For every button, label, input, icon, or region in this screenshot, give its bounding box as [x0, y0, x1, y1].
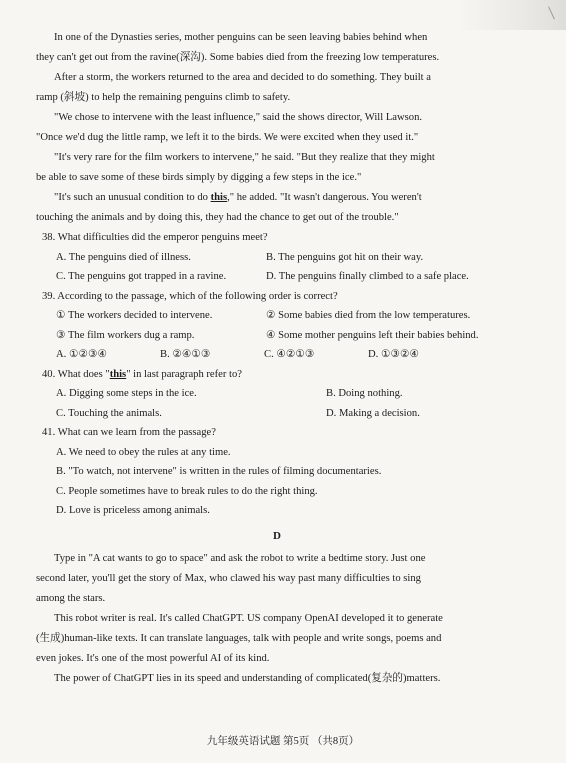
passage-d-line: Type in "A cat wants to go to space" and ask the robot to write a bedtime story. Just one: [54, 552, 426, 564]
passage-c-line: ramp (斜坡) to help the remaining penguins climb to safety.: [36, 92, 291, 103]
question-39: 39. According to the passage, which of the following order is correct?: [42, 290, 338, 302]
statements-row: [36, 306, 518, 326]
passage-c-line: "It's very rare for the film workers to intervene," he said. "But they realize that they might: [54, 152, 435, 163]
statement-3: ③ The film workers dug a ramp.: [56, 329, 195, 341]
text-fragment: " in last paragraph refer to?: [126, 368, 242, 380]
options-row: [36, 384, 518, 404]
text-fragment: ," he added. "It wasn't dangerous. You weren't: [227, 192, 422, 203]
passage-d-line: The power of ChatGPT lies in its speed and understanding of complicated(复杂的)matters.: [54, 672, 441, 684]
option-d: D. Making a decision.: [326, 407, 420, 419]
option-c: C. ④②①③: [264, 349, 315, 360]
section-heading: D: [273, 529, 281, 542]
option-c: C. People sometimes have to break rules to do the right thing.: [56, 485, 318, 497]
option-a: A. The penguins died of illness.: [56, 251, 191, 263]
option-a: A. Digging some steps in the ice.: [56, 388, 197, 399]
option-c: C. Touching the animals.: [56, 407, 162, 419]
passage-c-line: After a storm, the workers returned to the area and decided to do something. They built a: [54, 72, 431, 83]
statement-1: ① The workers decided to intervene.: [56, 310, 213, 321]
passage-d-line: (生成)human-like texts. It can translate languages, talk with people and write songs, poems and: [36, 632, 442, 644]
options-row: [36, 267, 518, 287]
underlined-this: this: [210, 192, 228, 203]
options-row: [36, 345, 518, 365]
passage-c-line: be able to save some of these birds simply by digging a few steps in the ice.": [36, 172, 362, 183]
passage-d-line: among the stars.: [36, 592, 106, 604]
question-40: [36, 365, 518, 385]
page-footer: 九年级英语试题 第5页 （共8页）: [206, 736, 360, 747]
option-b: B. "To watch, not intervene" is written in the rules of filming documentaries.: [56, 466, 382, 477]
option-b: B. Doing nothing.: [326, 388, 403, 399]
option-a: A. We need to obey the rules at any time.: [56, 446, 231, 458]
option-d: D. The penguins finally climbed to a safe place.: [266, 271, 469, 282]
options-row: [36, 248, 518, 268]
passage-d-line: This robot writer is real. It's called ChatGPT. US company OpenAI developed it to generate: [54, 612, 443, 624]
option-d: D. Love is priceless among animals.: [56, 505, 210, 516]
passage-c-line: [36, 188, 518, 208]
statements-row: [36, 326, 518, 346]
passage-d-line: even jokes. It's one of the most powerful AI of its kind.: [36, 652, 270, 664]
option-b: B. ②④①③: [160, 349, 211, 360]
passage-c-line: In one of the Dynasties series, mother penguins can be seen leaving babies behind when: [54, 32, 428, 43]
passage-c-line: "Once we'd dug the little ramp, we left it to the birds. We were excited when they used it.": [36, 132, 419, 143]
text-fragment: 40. What does ": [42, 368, 110, 380]
option-c: C. The penguins got trapped in a ravine.: [56, 271, 227, 282]
page-content: [36, 28, 518, 689]
statement-2: ② Some babies died from the low temperatures.: [266, 310, 471, 321]
question-41: 41. What can we learn from the passage?: [42, 427, 216, 438]
underlined-this: this: [109, 368, 127, 380]
scan-shadow: [456, 0, 566, 30]
passage-c-line: touching the animals and by doing this, they had the chance to get out of the trouble.": [36, 212, 399, 223]
statement-4: ④ Some mother penguins left their babies behind.: [266, 329, 479, 341]
option-b: B. The penguins got hit on their way.: [266, 251, 424, 263]
passage-d-line: second later, you'll get the story of Max, who clawed his way past many difficulties to sing: [36, 572, 421, 584]
option-a: A. ①②③④: [56, 349, 107, 360]
question-38: 38. What difficulties did the emperor penguins meet?: [42, 232, 268, 243]
text-fragment: "It's such an unusual condition to do: [54, 192, 211, 203]
passage-c-line: they can't get out from the ravine(深沟). Some babies died from the freezing low temperatures.: [36, 52, 440, 63]
option-d: D. ①③②④: [368, 349, 419, 360]
passage-c-line: "We chose to intervene with the least influence," said the shows director, Will Lawson.: [54, 112, 423, 123]
options-row: [36, 404, 518, 424]
